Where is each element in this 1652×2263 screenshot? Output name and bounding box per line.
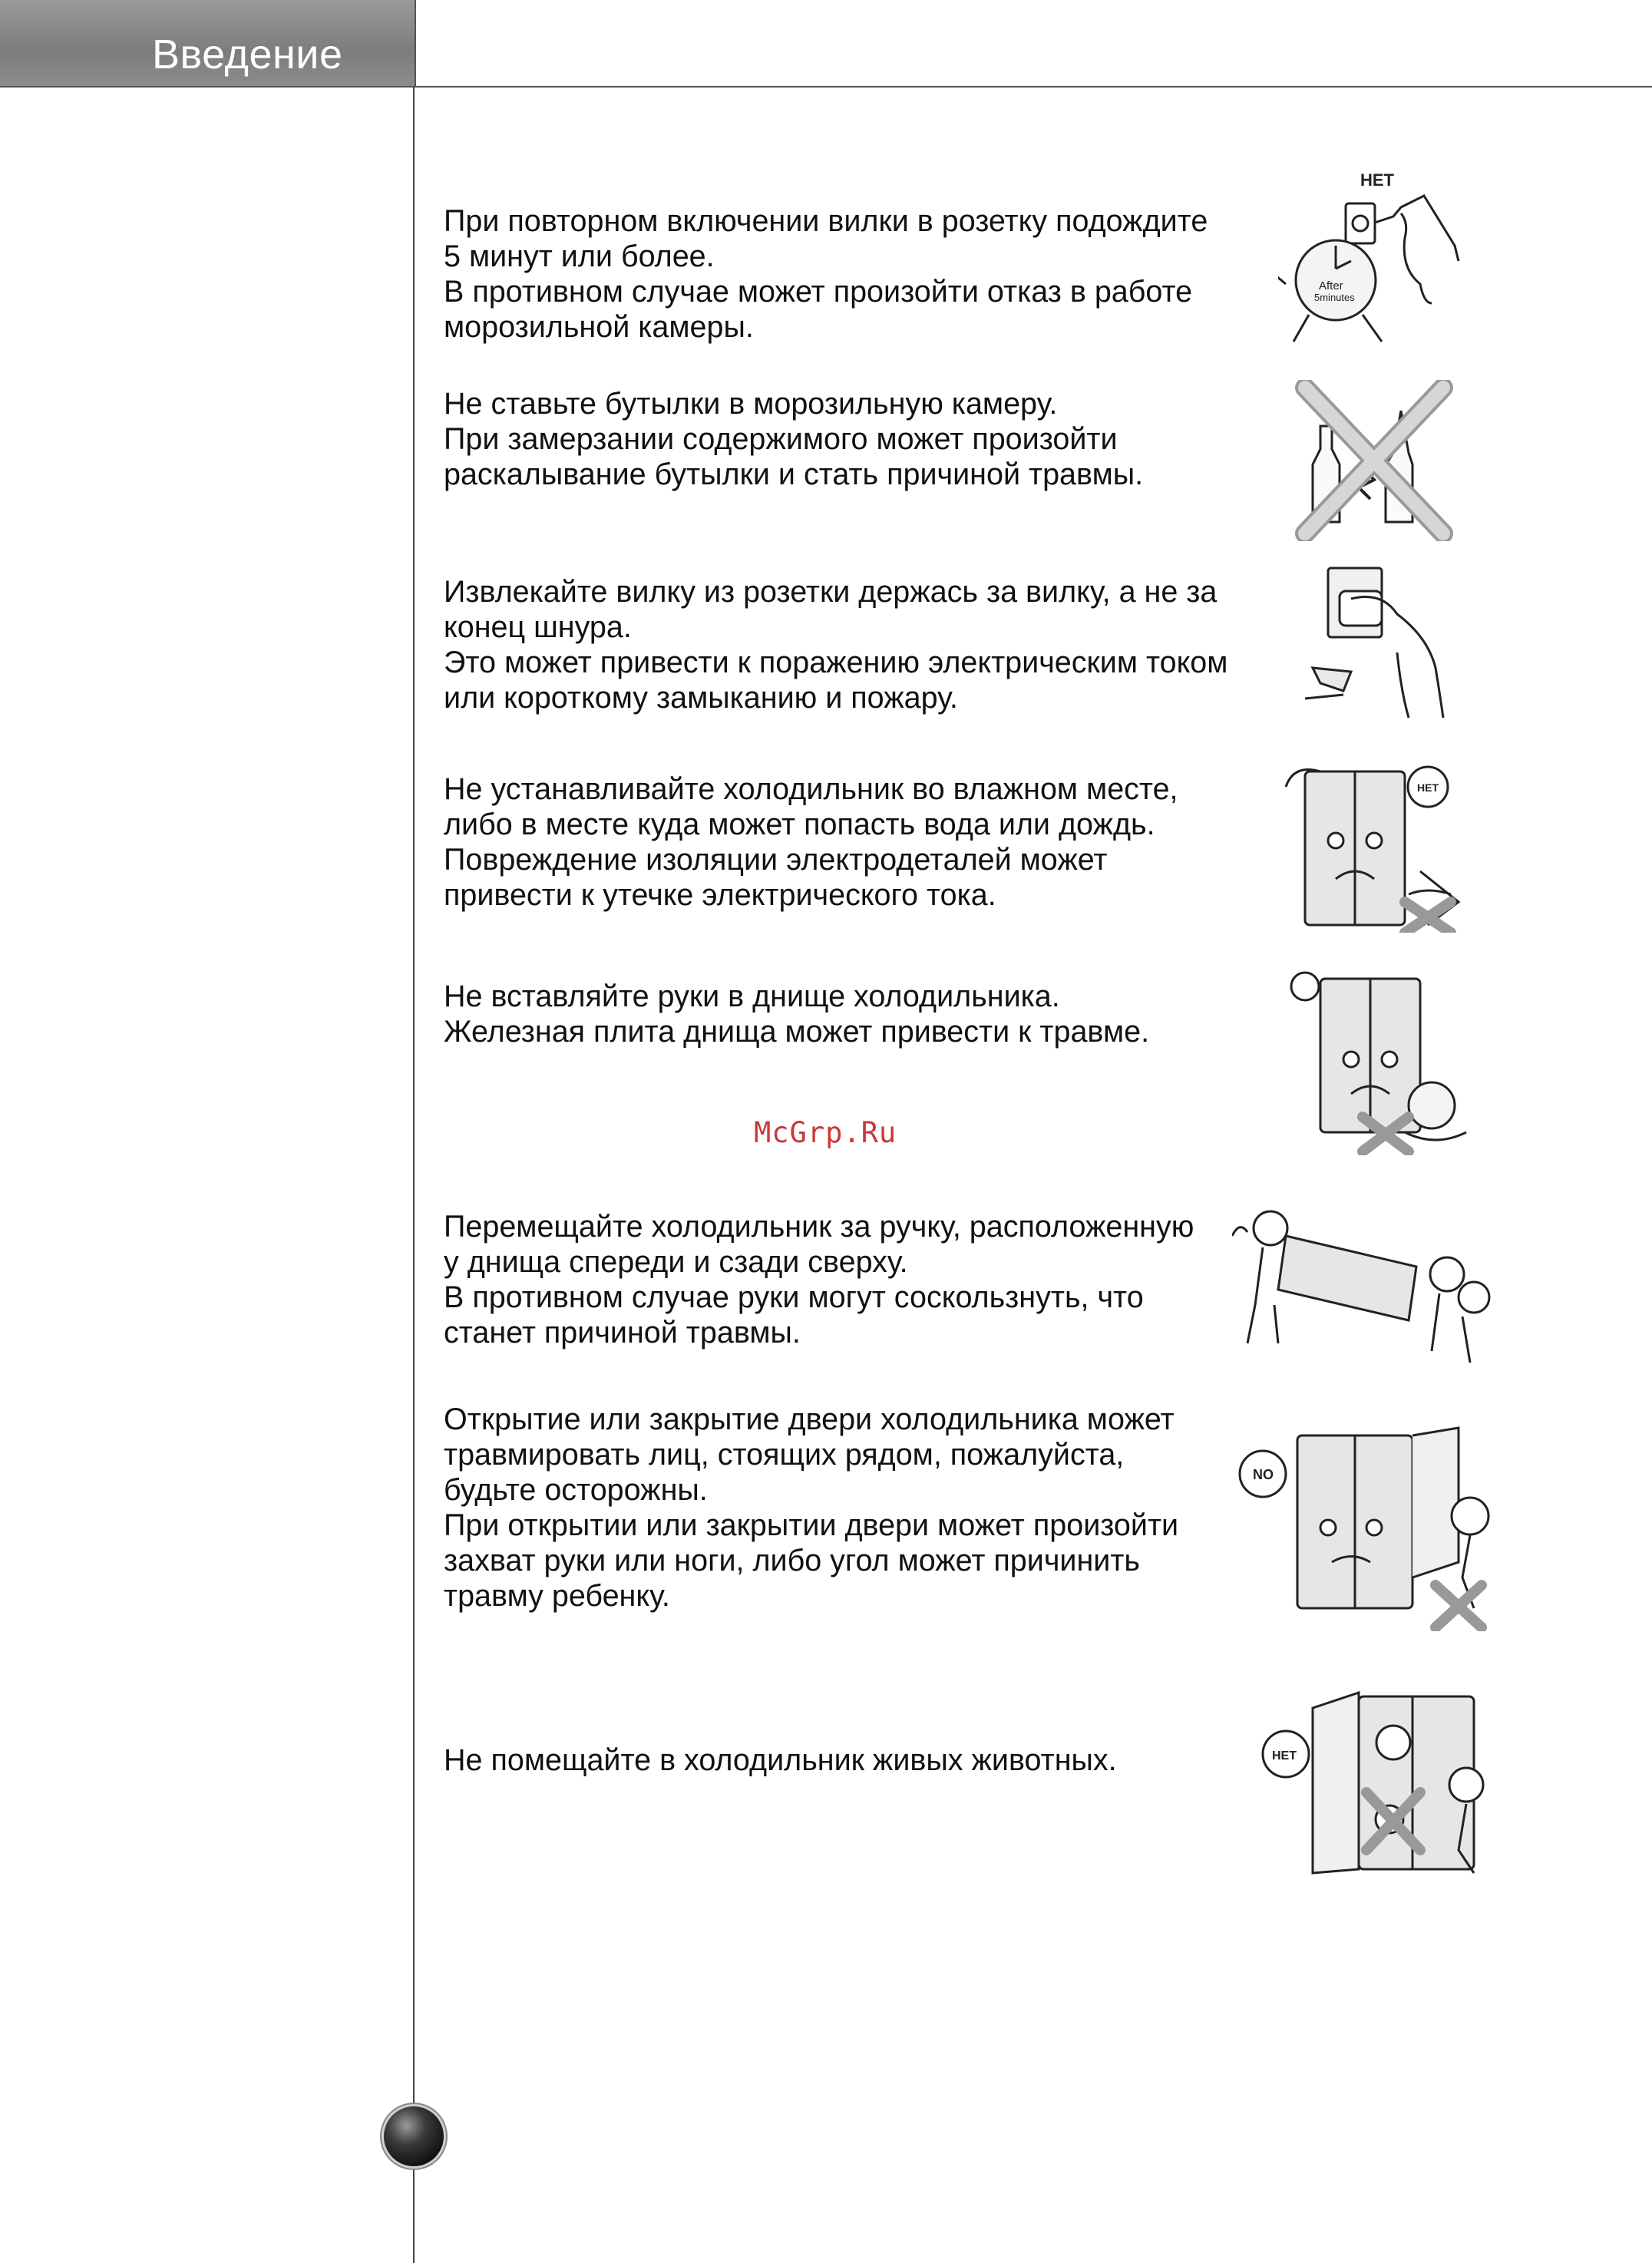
warning-line: Повреждение изоляции электродеталей может xyxy=(444,843,1108,877)
warning-line: или короткому замыканию и пожару. xyxy=(444,681,958,715)
warning-block-6 xyxy=(444,1209,1280,1350)
margin-divider xyxy=(413,86,415,2263)
warning-line: захват руки или ноги, либо угол может причинить xyxy=(444,1544,1141,1577)
page-title: Введение xyxy=(152,31,343,78)
warning-line: либо в месте куда может попасть вода или дождь. xyxy=(444,808,1155,841)
movers-fridge-icon xyxy=(1232,1190,1501,1374)
watermark: McGrp.Ru xyxy=(754,1116,897,1149)
warning-line: 5 минут или более. xyxy=(444,240,715,273)
warning-line: При повторном включении вилки в розетку подождите xyxy=(444,204,1208,238)
warning-line: травмировать лиц, стоящих рядом, пожалуйста, xyxy=(444,1438,1125,1472)
header-tab xyxy=(0,0,416,88)
illustration-label: НЕТ xyxy=(1360,170,1394,190)
header-divider xyxy=(415,86,1652,88)
warning-block-2 xyxy=(444,386,1280,492)
warning-line: При замерзании содержимого может произойти xyxy=(444,422,1118,456)
warning-block-8 xyxy=(444,1743,1280,1778)
fridge-child-icon xyxy=(1282,963,1482,1155)
warning-line: Не помещайте в холодильник живых животных. xyxy=(444,1743,1117,1777)
illustration-label: 5minutes xyxy=(1314,292,1355,303)
warning-line: станет причиной травмы. xyxy=(444,1316,801,1350)
warning-line: Железная плита днища может привести к травме. xyxy=(444,1015,1150,1049)
illustration-label: НЕТ xyxy=(1272,1749,1297,1762)
warning-block-1 xyxy=(444,203,1280,345)
warning-line: Открытие или закрытие двери холодильника может xyxy=(444,1402,1175,1436)
warning-line: Не ставьте бутылки в морозильную камеру. xyxy=(444,387,1058,421)
warning-line: у днища спереди и сзади сверху. xyxy=(444,1245,908,1279)
hand-plug-icon xyxy=(1305,560,1459,722)
warning-line: В противном случае может произойти отказ в работе xyxy=(444,275,1193,309)
illustration-label: After xyxy=(1319,279,1343,292)
illustration-label: NO xyxy=(1253,1467,1274,1482)
warning-block-7 xyxy=(444,1402,1280,1614)
page-marker-dot xyxy=(384,2106,444,2166)
clock-plug-icon xyxy=(1278,169,1462,353)
warning-line: Не устанавливайте холодильник во влажном месте, xyxy=(444,772,1178,806)
warning-line: В противном случае руки могут соскользнуть, что xyxy=(444,1280,1144,1314)
warning-line: Перемещайте холодильник за ручку, расположенную xyxy=(444,1210,1194,1244)
fridge-animal-icon xyxy=(1217,1685,1501,1881)
warning-block-4 xyxy=(444,771,1280,913)
illustration-label: НЕТ xyxy=(1417,781,1439,794)
warning-line: Извлекайте вилку из розетки держась за вилку, а не за xyxy=(444,575,1218,609)
warning-line: травму ребенку. xyxy=(444,1579,670,1613)
warning-block-3 xyxy=(444,574,1280,715)
warning-line: привести к утечке электрического тока. xyxy=(444,878,996,912)
warning-line: раскалывание бутылки и стать причиной травмы. xyxy=(444,458,1144,491)
warning-line: При открытии или закрытии двери может произойти xyxy=(444,1508,1179,1542)
warning-line: Не вставляйте руки в днище холодильника. xyxy=(444,980,1060,1013)
warning-line: будьте осторожны. xyxy=(444,1473,708,1507)
warning-block-5 xyxy=(444,979,1280,1049)
bottles-crossed-icon xyxy=(1278,380,1462,541)
warning-line: морозильной камеры. xyxy=(444,310,754,344)
warning-line: Это может привести к поражению электрическим током xyxy=(444,646,1228,679)
fridge-door-child-icon xyxy=(1205,1424,1501,1631)
warning-line: конец шнура. xyxy=(444,610,632,644)
fridge-water-icon xyxy=(1274,748,1485,933)
